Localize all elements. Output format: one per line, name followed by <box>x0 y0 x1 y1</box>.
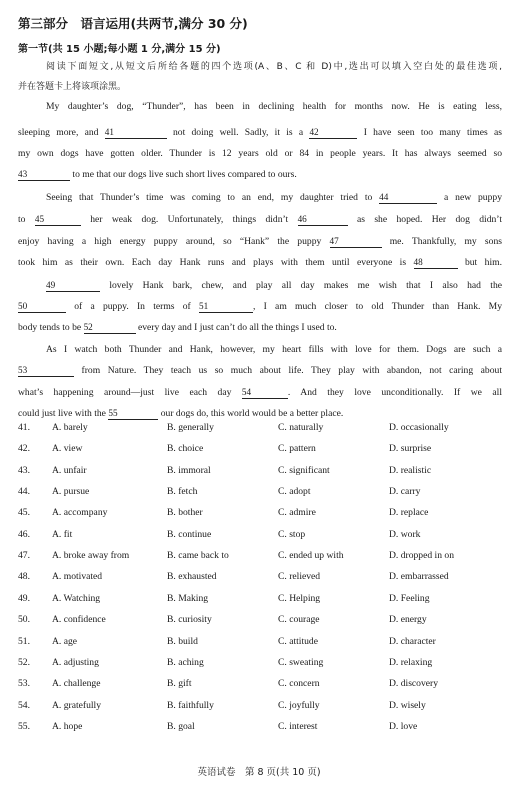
blank-49: 49 <box>46 280 100 292</box>
question-number: 55. <box>18 720 30 732</box>
section-title: 第一节(共 15 小题;每小题 1 分,满分 15 分) <box>18 44 221 55</box>
passage-text: As I watch both Thunder and Hank, however, my heart fills with love for them. Dogs are such a <box>46 344 502 355</box>
passage-text: not doing well. Sadly, it is a <box>166 127 310 138</box>
option-row <box>18 421 508 435</box>
question-number: 48. <box>18 571 30 583</box>
blank-43: 43 <box>18 169 70 181</box>
option-b: B. generally <box>167 422 214 433</box>
blank-51: 51 <box>199 301 253 313</box>
option-d: D. Feeling <box>389 592 430 604</box>
option-c: C. courage <box>278 614 320 626</box>
blank-53: 53 <box>18 365 74 377</box>
option-b: B. bother <box>167 507 203 519</box>
option-b: B. aching <box>167 656 204 668</box>
question-number: 46. <box>18 528 30 540</box>
option-b: B. continue <box>167 528 212 540</box>
instruction-line-2: 并在答题卡上将该项涂黑。 <box>18 82 127 92</box>
option-a: A. fit <box>52 528 73 540</box>
option-row <box>18 442 508 456</box>
option-b: B. exhausted <box>167 571 217 583</box>
option-row <box>18 549 508 563</box>
instruction-line-1: 阅读下面短文,从短文后所给各题的四个选项(A、B、C 和 D)中,选出可以填入空白处的最佳选项, <box>46 62 502 72</box>
option-c: C. attitude <box>278 635 318 647</box>
option-d: D. work <box>389 528 421 540</box>
option-d: D. carry <box>389 486 421 498</box>
blank-50: 50 <box>18 301 66 313</box>
passage-text: . And they love unconditionally. If we all <box>287 387 503 398</box>
option-c: C. Helping <box>278 592 321 604</box>
question-number: 54. <box>18 699 30 711</box>
option-d: D. energy <box>389 614 427 626</box>
passage-text: but him. <box>457 257 502 268</box>
passage-text: My daughter’s dog, “Thunder”, has been in declining health for months now. He is eating less, <box>46 101 502 112</box>
option-row <box>18 506 508 520</box>
passage-text: body tends to be <box>18 322 84 333</box>
passage-line <box>46 191 502 205</box>
option-row <box>18 677 508 691</box>
question-number: 51. <box>18 635 30 647</box>
option-b: B. choice <box>167 443 204 455</box>
option-c: C. stop <box>278 528 306 540</box>
blank-46: 46 <box>298 214 348 226</box>
question-number: 41. <box>18 422 30 433</box>
option-c: C. interest <box>278 720 318 732</box>
option-d: D. relaxing <box>389 656 433 668</box>
option-c: C. adopt <box>278 486 311 498</box>
option-a: A. view <box>52 443 83 455</box>
option-c: C. naturally <box>278 422 324 433</box>
option-d: D. wisely <box>389 699 426 711</box>
passage-text: what’s happening around—just live each day <box>18 387 242 398</box>
option-a: A. Watching <box>52 592 101 604</box>
passage-text: Seeing that Thunder’s time was coming to an end, my daughter tried to <box>46 192 380 203</box>
option-b: B. fetch <box>167 486 198 498</box>
part-title: 第三部分 语言运用(共两节,满分 30 分) <box>18 16 248 31</box>
blank-47: 47 <box>330 236 382 248</box>
passage-text: every day and I just can’t do all the things I used to. <box>135 322 337 333</box>
option-b: B. build <box>167 635 198 647</box>
passage-line <box>46 100 502 114</box>
passage-text: my own dogs have gotten older. Thunder is 12 years old or 84 in people years. It has always seemed so <box>18 148 502 159</box>
passage-text: could just live with the <box>18 408 109 419</box>
blank-42: 42 <box>309 127 357 139</box>
option-a: A. motivated <box>52 571 103 583</box>
passage-line <box>18 213 502 227</box>
passage-text: enjoy having a high energy puppy around, so “Hank” the puppy <box>18 236 330 247</box>
passage-line <box>46 279 502 293</box>
option-a: A. adjusting <box>52 656 99 668</box>
option-a: A. hope <box>52 720 83 732</box>
passage-text: her weak dog. Unfortunately, things didn’t <box>80 214 298 225</box>
option-row <box>18 570 508 584</box>
passage-line <box>18 386 502 400</box>
option-a: A. barely <box>52 422 88 433</box>
option-a: A. accompany <box>52 507 108 519</box>
passage-text: sleeping more, and <box>18 127 105 138</box>
passage-line <box>18 235 502 249</box>
option-b: B. immoral <box>167 464 211 476</box>
option-c: C. sweating <box>278 656 324 668</box>
option-c: C. ended up with <box>278 550 344 562</box>
option-b: B. goal <box>167 720 195 732</box>
question-number: 45. <box>18 507 30 519</box>
option-d: D. dropped in on <box>389 550 455 562</box>
option-b: B. gift <box>167 678 192 690</box>
option-c: C. admire <box>278 507 316 519</box>
option-row <box>18 635 508 649</box>
question-number: 53. <box>18 678 30 690</box>
option-d: D. realistic <box>389 464 432 476</box>
passage-line <box>18 126 502 140</box>
option-a: A. unfair <box>52 464 87 476</box>
option-d: D. surprise <box>389 443 432 455</box>
option-b: B. Making <box>167 592 209 604</box>
option-a: A. challenge <box>52 678 101 690</box>
passage-text: as she hoped. Her dog didn’t <box>347 214 502 225</box>
passage-text: a new puppy <box>437 192 502 203</box>
option-row <box>18 485 508 499</box>
passage-line <box>18 256 502 270</box>
option-row <box>18 592 508 606</box>
option-d: D. character <box>389 635 436 647</box>
passage-text: to <box>18 214 35 225</box>
blank-44: 44 <box>379 192 437 204</box>
option-b: B. curiosity <box>167 614 212 626</box>
blank-54: 54 <box>242 387 288 399</box>
option-d: D. occasionally <box>389 422 449 433</box>
question-number: 43. <box>18 464 30 476</box>
passage-line <box>18 364 502 378</box>
option-a: A. confidence <box>52 614 106 626</box>
option-b: B. faithfully <box>167 699 214 711</box>
passage-line <box>18 407 502 421</box>
option-row <box>18 720 508 734</box>
option-a: A. gratefully <box>52 699 102 711</box>
option-d: D. replace <box>389 507 429 519</box>
passage-text: from Nature. They teach us so much about life. They play with abandon, not caring about <box>74 365 502 376</box>
question-number: 44. <box>18 486 30 498</box>
option-d: D. discovery <box>389 678 439 690</box>
option-row <box>18 656 508 670</box>
blank-48: 48 <box>414 257 458 269</box>
question-number: 49. <box>18 592 30 604</box>
blank-52: 52 <box>84 322 136 334</box>
option-d: D. love <box>389 720 418 732</box>
passage-text: I have seen too many times as <box>357 127 502 138</box>
option-a: A. age <box>52 635 78 647</box>
passage-text: , I am much closer to old Thunder than Hank. My <box>252 301 502 312</box>
option-row <box>18 699 508 713</box>
passage-text: me. Thankfully, my sons <box>381 236 502 247</box>
option-a: A. pursue <box>52 486 90 498</box>
option-d: D. embarrassed <box>389 571 449 583</box>
option-row <box>18 528 508 542</box>
blank-45: 45 <box>35 214 81 226</box>
blank-55: 55 <box>108 408 158 420</box>
question-number: 47. <box>18 550 30 562</box>
passage-line <box>18 147 502 161</box>
passage-text: our dogs do, this world would be a better place. <box>158 408 344 419</box>
option-row <box>18 464 508 478</box>
option-c: C. pattern <box>278 443 316 455</box>
passage-line <box>18 168 502 182</box>
passage-line <box>18 300 502 314</box>
option-row <box>18 613 508 627</box>
blank-41: 41 <box>105 127 167 139</box>
option-a: A. broke away from <box>52 550 130 562</box>
passage-line <box>18 321 502 335</box>
option-c: C. relieved <box>278 571 321 583</box>
option-c: C. significant <box>278 464 330 476</box>
page-footer: 英语试卷 第 8 页(共 10 页) <box>197 767 321 778</box>
passage-text: of a puppy. In terms of <box>66 301 199 312</box>
passage-line <box>46 343 502 357</box>
passage-text: to me that our dogs live such short lives compared to ours. <box>70 169 297 180</box>
question-number: 42. <box>18 443 30 455</box>
question-number: 50. <box>18 614 30 626</box>
question-number: 52. <box>18 656 30 668</box>
passage-text: took him as their own. Each day Hank runs and plays with them until everyone is <box>18 257 414 268</box>
passage-text: lovely Hank bark, chew, and play all day makes me wish that I also had the <box>100 280 502 291</box>
option-b: B. came back to <box>167 550 229 562</box>
option-c: C. concern <box>278 678 320 690</box>
option-c: C. joyfully <box>278 699 320 711</box>
